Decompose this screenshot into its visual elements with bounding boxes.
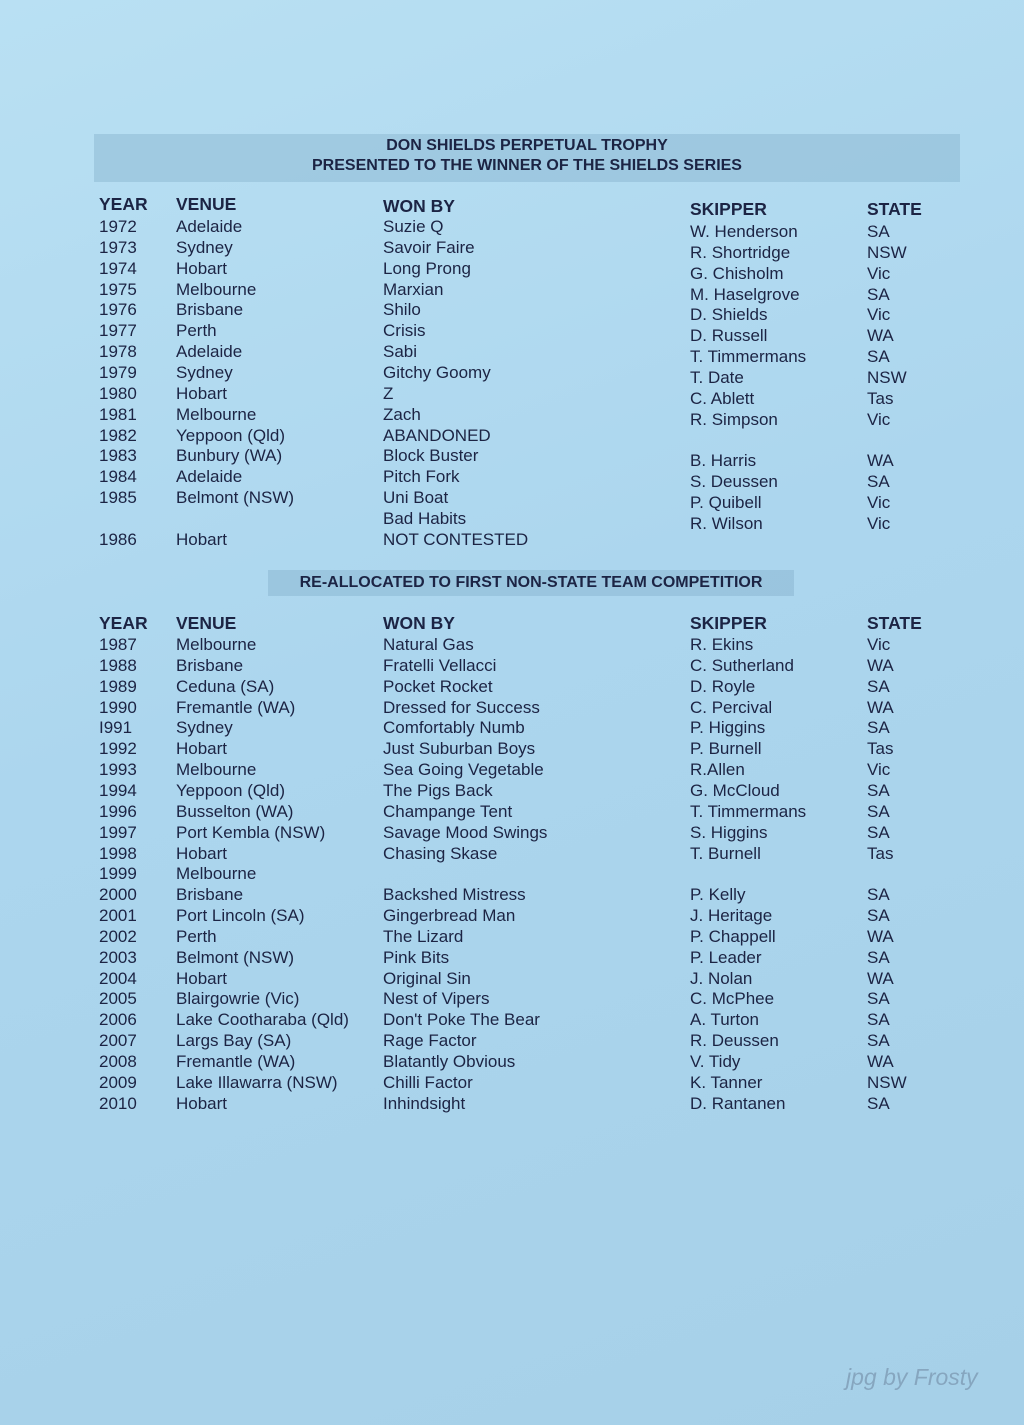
cell-venue: Hobart <box>176 258 228 278</box>
cell-venue: Port Lincoln (SA) <box>176 906 305 926</box>
table-row <box>0 843 1024 864</box>
header-year: YEAR <box>99 194 148 214</box>
table-header <box>0 194 1024 219</box>
cell-state: NSW <box>867 1072 907 1092</box>
cell-state: SA <box>867 780 890 800</box>
cell-venue: Melbourne <box>176 404 257 424</box>
cell-won-by: Shilo <box>383 300 421 320</box>
table-row <box>0 362 1024 387</box>
table-row <box>0 884 1024 905</box>
cell-won-by: The Lizard <box>383 926 464 946</box>
cell-venue: Yeppoon (Qld) <box>176 780 286 800</box>
cell-won-by: Pitch Fork <box>383 467 460 487</box>
cell-won-by: Crisis <box>383 321 426 341</box>
cell-venue: Sydney <box>176 718 233 738</box>
cell-won-by: Don't Poke The Bear <box>383 1010 540 1030</box>
cell-skipper: D. Russell <box>690 326 768 346</box>
cell-venue: Largs Bay (SA) <box>176 1031 292 1051</box>
cell-state: SA <box>867 947 890 967</box>
cell-year: 1979 <box>99 362 137 382</box>
cell-venue: Brisbane <box>176 885 244 905</box>
title-line-2: PRESENTED TO THE WINNER OF THE SHIELDS SERIES <box>312 157 742 174</box>
cell-year: 2007 <box>99 1031 137 1051</box>
cell-year: 1998 <box>99 843 137 863</box>
cell-venue: Belmont (NSW) <box>176 947 295 967</box>
cell-skipper: T. Timmermans <box>690 347 807 367</box>
header-state: STATE <box>867 199 922 219</box>
table-row <box>0 863 1024 884</box>
cell-year: I991 <box>99 718 133 738</box>
cell-year: 1976 <box>99 300 137 320</box>
cell-year: 1984 <box>99 467 137 487</box>
cell-won-by: Dressed for Success <box>383 697 540 717</box>
cell-year: 2004 <box>99 968 137 988</box>
cell-won-by: Blatantly Obvious <box>383 1052 516 1071</box>
cell-won-by: Inhindsight <box>383 1093 466 1113</box>
table-row <box>0 425 1024 446</box>
cell-venue: Melbourne <box>176 635 257 654</box>
cell-skipper: T. Date <box>690 367 744 387</box>
cell-skipper: D. Shields <box>690 305 768 325</box>
cell-won-by: Backshed Mistress <box>383 885 526 905</box>
cell-year: 2002 <box>99 926 137 946</box>
table-row <box>0 529 1024 550</box>
cell-year: 1992 <box>99 739 137 759</box>
header-state: STATE <box>867 613 922 633</box>
table-row <box>0 988 1024 1009</box>
cell-state: SA <box>867 1031 890 1051</box>
watermark: jpg by Frosty <box>846 1364 978 1390</box>
cell-state: SA <box>867 472 890 492</box>
cell-state: SA <box>867 801 890 821</box>
cell-state: Vic <box>867 305 891 325</box>
cell-state: WA <box>867 326 894 346</box>
table-row <box>0 968 1024 989</box>
cell-state: Tas <box>867 843 894 863</box>
cell-state: Vic <box>867 493 891 513</box>
cell-won-by: Z <box>383 383 394 403</box>
table-row <box>0 1051 1024 1072</box>
cell-won-by: Nest of Vipers <box>383 989 490 1009</box>
table-row <box>0 822 1024 843</box>
cell-skipper: G. McCloud <box>690 780 780 800</box>
table-row <box>0 466 1024 492</box>
cell-skipper: G. Chisholm <box>690 263 784 283</box>
cell-skipper: P. Kelly <box>690 885 746 905</box>
cell-won-by: Gingerbread Man <box>383 906 516 926</box>
cell-state: SA <box>867 989 890 1009</box>
table-row <box>0 258 1024 283</box>
cell-year: 2005 <box>99 989 137 1009</box>
cell-venue: Perth <box>176 321 217 341</box>
cell-skipper: D. Rantanen <box>690 1093 786 1113</box>
cell-skipper: P. Quibell <box>690 493 762 513</box>
cell-year: 2000 <box>99 885 137 905</box>
cell-won-by: Rage Factor <box>383 1031 477 1051</box>
cell-year: 1985 <box>99 488 137 508</box>
cell-state: WA <box>867 655 894 675</box>
cell-state: WA <box>867 451 894 471</box>
cell-won-by: Original Sin <box>383 968 471 988</box>
cell-year: 1980 <box>99 383 137 403</box>
cell-skipper: R.Allen <box>690 760 745 780</box>
table-row <box>0 445 1024 471</box>
cell-venue: Melbourne <box>176 760 257 780</box>
cell-skipper: B. Harris <box>690 451 757 471</box>
cell-state: Vic <box>867 635 891 654</box>
table-row <box>0 655 1024 676</box>
cell-won-by: Bad Habits <box>383 508 467 528</box>
cell-venue: Adelaide <box>176 342 243 362</box>
cell-venue: Melbourne <box>176 279 257 299</box>
table-row <box>0 341 1024 367</box>
cell-state: Vic <box>867 263 891 283</box>
table-row <box>0 383 1024 408</box>
cell-year: 1981 <box>99 404 137 424</box>
cell-venue: Melbourne <box>176 864 257 884</box>
cell-venue: Adelaide <box>176 217 243 236</box>
table-row <box>0 759 1024 780</box>
table-row <box>0 320 1024 346</box>
cell-venue: Port Kembla (NSW) <box>176 822 326 842</box>
cell-state: SA <box>867 1093 890 1113</box>
cell-venue: Belmont (NSW) <box>176 488 295 508</box>
cell-won-by: Fratelli Vellacci <box>383 655 497 675</box>
cell-venue: Ceduna (SA) <box>176 676 275 696</box>
cell-state: SA <box>867 822 890 842</box>
cell-venue: Adelaide <box>176 467 243 487</box>
cell-state: SA <box>867 906 890 926</box>
cell-skipper: C. Percival <box>690 697 773 717</box>
cell-venue: Lake Cootharaba (Qld) <box>176 1010 349 1030</box>
cell-skipper: V. Tidy <box>690 1052 741 1071</box>
table-row <box>0 1009 1024 1030</box>
cell-won-by: Just Suburban Boys <box>383 739 536 759</box>
cell-state: Tas <box>867 739 894 759</box>
cell-year: 2001 <box>99 906 137 926</box>
cell-venue: Hobart <box>176 968 228 988</box>
cell-year: 1982 <box>99 425 137 445</box>
cell-won-by: Chilli Factor <box>383 1072 473 1092</box>
cell-skipper: W. Henderson <box>690 222 798 241</box>
cell-skipper: S. Higgins <box>690 822 768 842</box>
cell-state: Vic <box>867 760 891 780</box>
cell-won-by: ABANDONED <box>383 425 491 445</box>
cell-skipper: R. Shortridge <box>690 242 791 262</box>
cell-year: 1973 <box>99 237 137 257</box>
table-row <box>0 237 1024 262</box>
cell-skipper: R. Wilson <box>690 513 763 533</box>
cell-venue: Busselton (WA) <box>176 801 294 821</box>
table-row <box>0 508 1024 533</box>
cell-venue: Hobart <box>176 1093 228 1113</box>
cell-skipper: C. McPhee <box>690 989 775 1009</box>
cell-venue: Blairgowrie (Vic) <box>176 989 300 1009</box>
cell-year: 1972 <box>99 217 137 236</box>
table-row <box>0 1093 1024 1114</box>
cell-venue: Yeppoon (Qld) <box>176 425 286 445</box>
cell-state: SA <box>867 676 890 696</box>
cell-won-by: Champange Tent <box>383 801 513 821</box>
header-skipper: SKIPPER <box>690 199 767 219</box>
cell-venue: Sydney <box>176 362 233 382</box>
header-year: YEAR <box>99 613 148 633</box>
cell-year: 1975 <box>99 279 137 299</box>
section2-title: RE-ALLOCATED TO FIRST NON-STATE TEAM COMPETITIOR <box>268 570 794 596</box>
cell-state: Vic <box>867 409 891 429</box>
table-row <box>0 905 1024 926</box>
cell-skipper: C. Sutherland <box>690 655 794 675</box>
cell-skipper: J. Nolan <box>690 968 753 988</box>
cell-state: SA <box>867 222 890 241</box>
cell-won-by: Comfortably Numb <box>383 718 525 738</box>
cell-year: 1994 <box>99 780 137 800</box>
table-row <box>0 634 1024 655</box>
table-row <box>0 404 1024 429</box>
cell-state: NSW <box>867 242 907 262</box>
table-row <box>0 676 1024 697</box>
header-won-by: WON BY <box>383 613 455 633</box>
cell-year: 1977 <box>99 321 137 341</box>
cell-state: SA <box>867 718 890 738</box>
header-won-by: WON BY <box>383 196 455 216</box>
cell-skipper: R. Simpson <box>690 409 778 429</box>
table-row <box>0 299 1024 325</box>
cell-venue: Brisbane <box>176 655 244 675</box>
cell-skipper: S. Deussen <box>690 472 778 492</box>
cell-skipper: P. Burnell <box>690 739 762 759</box>
cell-skipper: J. Heritage <box>690 906 773 926</box>
cell-state: SA <box>867 885 890 905</box>
cell-won-by: Long Prong <box>383 258 471 278</box>
cell-skipper: P. Leader <box>690 947 762 967</box>
header-venue: VENUE <box>176 613 237 633</box>
cell-year: 1978 <box>99 342 137 362</box>
cell-won-by: The Pigs Back <box>383 780 493 800</box>
cell-won-by: Zach <box>383 404 421 424</box>
cell-year: 1983 <box>99 446 137 466</box>
cell-state: WA <box>867 697 894 717</box>
cell-skipper: D. Royle <box>690 676 756 696</box>
table-row <box>0 216 1024 241</box>
cell-skipper: T. Burnell <box>690 843 761 863</box>
table-row <box>0 1030 1024 1051</box>
cell-year: 1990 <box>99 697 137 717</box>
cell-won-by: Natural Gas <box>383 635 474 654</box>
cell-year: 1996 <box>99 801 137 821</box>
table-row <box>0 738 1024 759</box>
cell-year: 1987 <box>99 635 137 654</box>
cell-won-by: Block Buster <box>383 446 479 466</box>
cell-skipper: A. Turton <box>690 1010 759 1030</box>
cell-won-by: Pink Bits <box>383 947 450 967</box>
cell-year: 2008 <box>99 1052 137 1071</box>
cell-year: 2009 <box>99 1072 137 1092</box>
cell-year: 1986 <box>99 529 137 549</box>
cell-won-by: Savage Mood Swings <box>383 822 548 842</box>
cell-won-by: Chasing Skase <box>383 843 498 863</box>
cell-skipper: P. Higgins <box>690 718 766 738</box>
cell-state: WA <box>867 1052 894 1071</box>
cell-year: 2006 <box>99 1010 137 1030</box>
cell-venue: Fremantle (WA) <box>176 1052 296 1071</box>
cell-year: 1999 <box>99 864 137 884</box>
table-row <box>0 697 1024 718</box>
cell-venue: Hobart <box>176 739 228 759</box>
cell-year: 2010 <box>99 1093 137 1113</box>
table-row <box>0 487 1024 513</box>
cell-won-by: Gitchy Goomy <box>383 362 491 382</box>
cell-year: 1988 <box>99 655 137 675</box>
table-row <box>0 926 1024 947</box>
cell-state: NSW <box>867 367 907 387</box>
cell-year: 1989 <box>99 676 137 696</box>
cell-won-by: Pocket Rocket <box>383 676 493 696</box>
cell-state: SA <box>867 284 890 304</box>
cell-venue: Bunbury (WA) <box>176 446 283 466</box>
cell-won-by: NOT CONTESTED <box>383 529 529 549</box>
cell-skipper: K. Tanner <box>690 1072 763 1092</box>
table-row <box>0 947 1024 968</box>
cell-skipper: R. Ekins <box>690 635 754 654</box>
cell-skipper: P. Chappell <box>690 926 776 946</box>
cell-won-by: Savoir Faire <box>383 237 475 257</box>
cell-venue: Lake Illawarra (NSW) <box>176 1072 338 1092</box>
cell-state: Vic <box>867 513 891 533</box>
header-venue: VENUE <box>176 194 237 214</box>
cell-won-by: Sea Going Vegetable <box>383 760 544 780</box>
title-line-1: DON SHIELDS PERPETUAL TROPHY <box>386 137 668 154</box>
cell-state: SA <box>867 1010 890 1030</box>
table-row <box>0 279 1024 304</box>
cell-venue: Sydney <box>176 237 233 257</box>
cell-state: WA <box>867 968 894 988</box>
table-header <box>0 613 1024 634</box>
cell-year: 1993 <box>99 760 137 780</box>
cell-state: SA <box>867 347 890 367</box>
cell-state: Tas <box>867 388 894 408</box>
cell-venue: Perth <box>176 926 217 946</box>
cell-year: 2003 <box>99 947 137 967</box>
cell-won-by: Sabi <box>383 342 418 362</box>
header-skipper: SKIPPER <box>690 613 767 633</box>
cell-venue: Hobart <box>176 843 228 863</box>
cell-skipper: C. Ablett <box>690 388 755 408</box>
cell-venue: Hobart <box>176 383 228 403</box>
cell-venue: Brisbane <box>176 300 244 320</box>
title-banner <box>94 134 960 182</box>
cell-won-by: Suzie Q <box>383 217 444 236</box>
cell-skipper: M. Haselgrove <box>690 284 800 304</box>
cell-state: WA <box>867 926 894 946</box>
cell-year: 1997 <box>99 822 137 842</box>
cell-venue: Hobart <box>176 529 228 549</box>
cell-won-by: Uni Boat <box>383 488 449 508</box>
cell-won-by: Marxian <box>383 279 444 299</box>
table-row <box>0 1072 1024 1093</box>
cell-year: 1974 <box>99 258 137 278</box>
table-row <box>0 801 1024 822</box>
table-row <box>0 717 1024 738</box>
cell-skipper: R. Deussen <box>690 1031 779 1051</box>
cell-venue: Fremantle (WA) <box>176 697 296 717</box>
cell-skipper: T. Timmermans <box>690 801 807 821</box>
table-row <box>0 780 1024 801</box>
